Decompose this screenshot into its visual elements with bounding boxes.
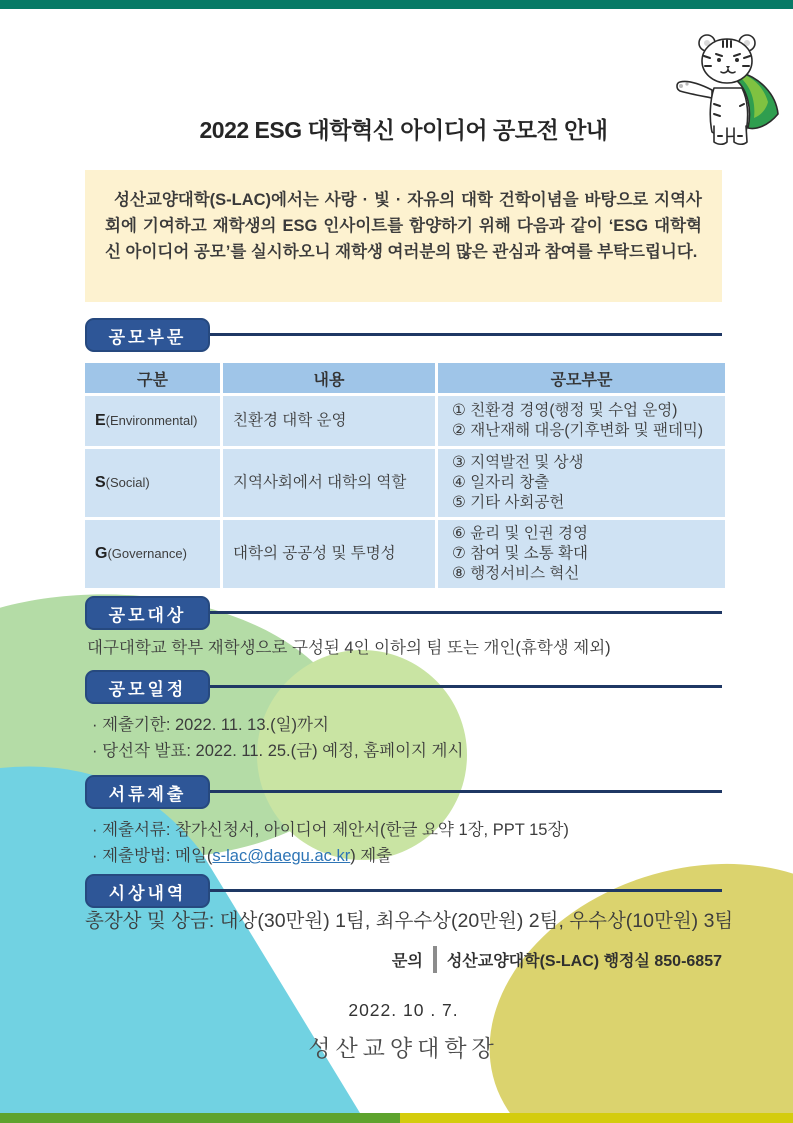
- bottom-accent-bar-green: [0, 1113, 400, 1123]
- submission-method-post: ) 제출: [350, 847, 393, 865]
- table-item: ② 재난재해 대응(기후변화 및 팬데믹): [452, 422, 704, 439]
- vertical-divider: [433, 946, 437, 973]
- table-cell-content: 지역사회에서 대학의 역할: [223, 449, 435, 517]
- table-item: ① 친환경 경영(행정 및 수업 운영): [452, 402, 678, 419]
- submission-item: · 제출서류: 참가신청서, 아이디어 제안서(한글 요약 1장, PPT 15장): [92, 821, 569, 839]
- section-head-awards: [85, 874, 722, 908]
- section-badge-schedule: 공모일정: [85, 670, 210, 704]
- contact-text: 성산교양대학(S-LAC) 행정실 850-6857: [446, 953, 722, 970]
- date-text: 2022. 10 . 7.: [348, 1000, 459, 1020]
- top-accent-bar: [0, 0, 793, 9]
- intro-box: [85, 170, 722, 302]
- table-cell-items: [438, 520, 725, 588]
- submission-item: [92, 843, 732, 869]
- schedule-item: · 당선작 발표: 2022. 11. 25.(금) 예정, 홈페이지 게시: [92, 742, 464, 760]
- award-text: 총장상 및 상금: 대상(30만원) 1팀, 최우수상(20만원) 2팀, 우수상(10만원) 3팀: [85, 910, 734, 932]
- table-cell-content: 대학의 공공성 및 투명성: [223, 520, 435, 588]
- section-rule: [195, 685, 722, 688]
- table-header-cell: 구분: [85, 363, 220, 393]
- intro-seg: 인사이트를 함양하기 위해 다음과 같이: [317, 217, 609, 235]
- schedule-list: [92, 712, 732, 764]
- tiger-mascot-icon: [656, 30, 790, 150]
- contact-label: 문의: [391, 953, 423, 970]
- table-item: ⑧ 행정서비스 혁신: [452, 565, 580, 582]
- eligibility-text: 대구대학교 학부 재학생으로 구성된 4인 이하의 팀 또는 개인(휴학생 제외): [87, 639, 611, 657]
- table-cell-items: [438, 449, 725, 517]
- schedule-item: · 제출기한: 2022. 11. 13.(일)까지: [92, 716, 329, 734]
- section-badge-categories: 공모부문: [85, 318, 210, 352]
- table-item: ③ 지역발전 및 상생: [452, 454, 584, 471]
- submission-list: [92, 817, 732, 869]
- table-item: ⑤ 기타 사회공헌: [452, 494, 565, 511]
- intro-seg: 를 실시하오니 재학생 여러분의 많은 관심과 참여를 부탁드립니다.: [230, 243, 698, 261]
- table-cell-code: G (Governance): [85, 520, 220, 588]
- submission-method-pre: · 제출방법: 메일(: [92, 847, 213, 865]
- section-rule: [195, 790, 722, 793]
- section-badge-submission: 서류제출: [85, 775, 210, 809]
- intro-seg: 성산교양대학(S-LAC): [114, 191, 272, 209]
- section-badge-awards: 시상내역: [85, 874, 210, 908]
- intro-paragraph: [105, 187, 702, 265]
- table-item: ⑦ 참여 및 소통 확대: [452, 545, 588, 562]
- section-rule: [195, 889, 722, 892]
- section-head-submission: [85, 775, 722, 809]
- intro-seg: 에서는 사랑 · 빛 · 자유의 대학 건학이념을 바탕으로 지역사회에 기여하고 재학생의: [105, 191, 702, 235]
- table-header-cell: 공모부문: [438, 363, 725, 393]
- signer-text: 성산교양대학장: [308, 1035, 499, 1061]
- table-cell-code: S (Social): [85, 449, 220, 517]
- table-cell-content: 친환경 대학 운영: [223, 396, 435, 446]
- esg-category-table: [85, 363, 722, 588]
- section-rule: [195, 611, 722, 614]
- contact-line: [85, 946, 722, 973]
- intro-seg: ‘ESG 대학혁신 아이디어 공모’: [105, 217, 702, 261]
- intro-seg: ESG: [282, 217, 318, 235]
- table-cell-items: [438, 396, 725, 446]
- section-head-categories: [85, 318, 722, 352]
- table-cell-code: E (Environmental): [85, 396, 220, 446]
- table-item: ⑥ 윤리 및 인권 경영: [452, 525, 588, 542]
- section-badge-eligibility: 공모대상: [85, 596, 210, 630]
- page-title: 2022 ESG 대학혁신 아이디어 공모전 안내: [199, 117, 608, 143]
- email-link[interactable]: s-lac@daegu.ac.kr: [212, 847, 351, 865]
- section-head-eligibility: [85, 596, 722, 630]
- section-head-schedule: [85, 670, 722, 704]
- table-item: ④ 일자리 창출: [452, 474, 550, 491]
- table-header-cell: 내용: [223, 363, 435, 393]
- bottom-accent-bar-yellow: [400, 1113, 793, 1123]
- section-rule: [195, 333, 722, 336]
